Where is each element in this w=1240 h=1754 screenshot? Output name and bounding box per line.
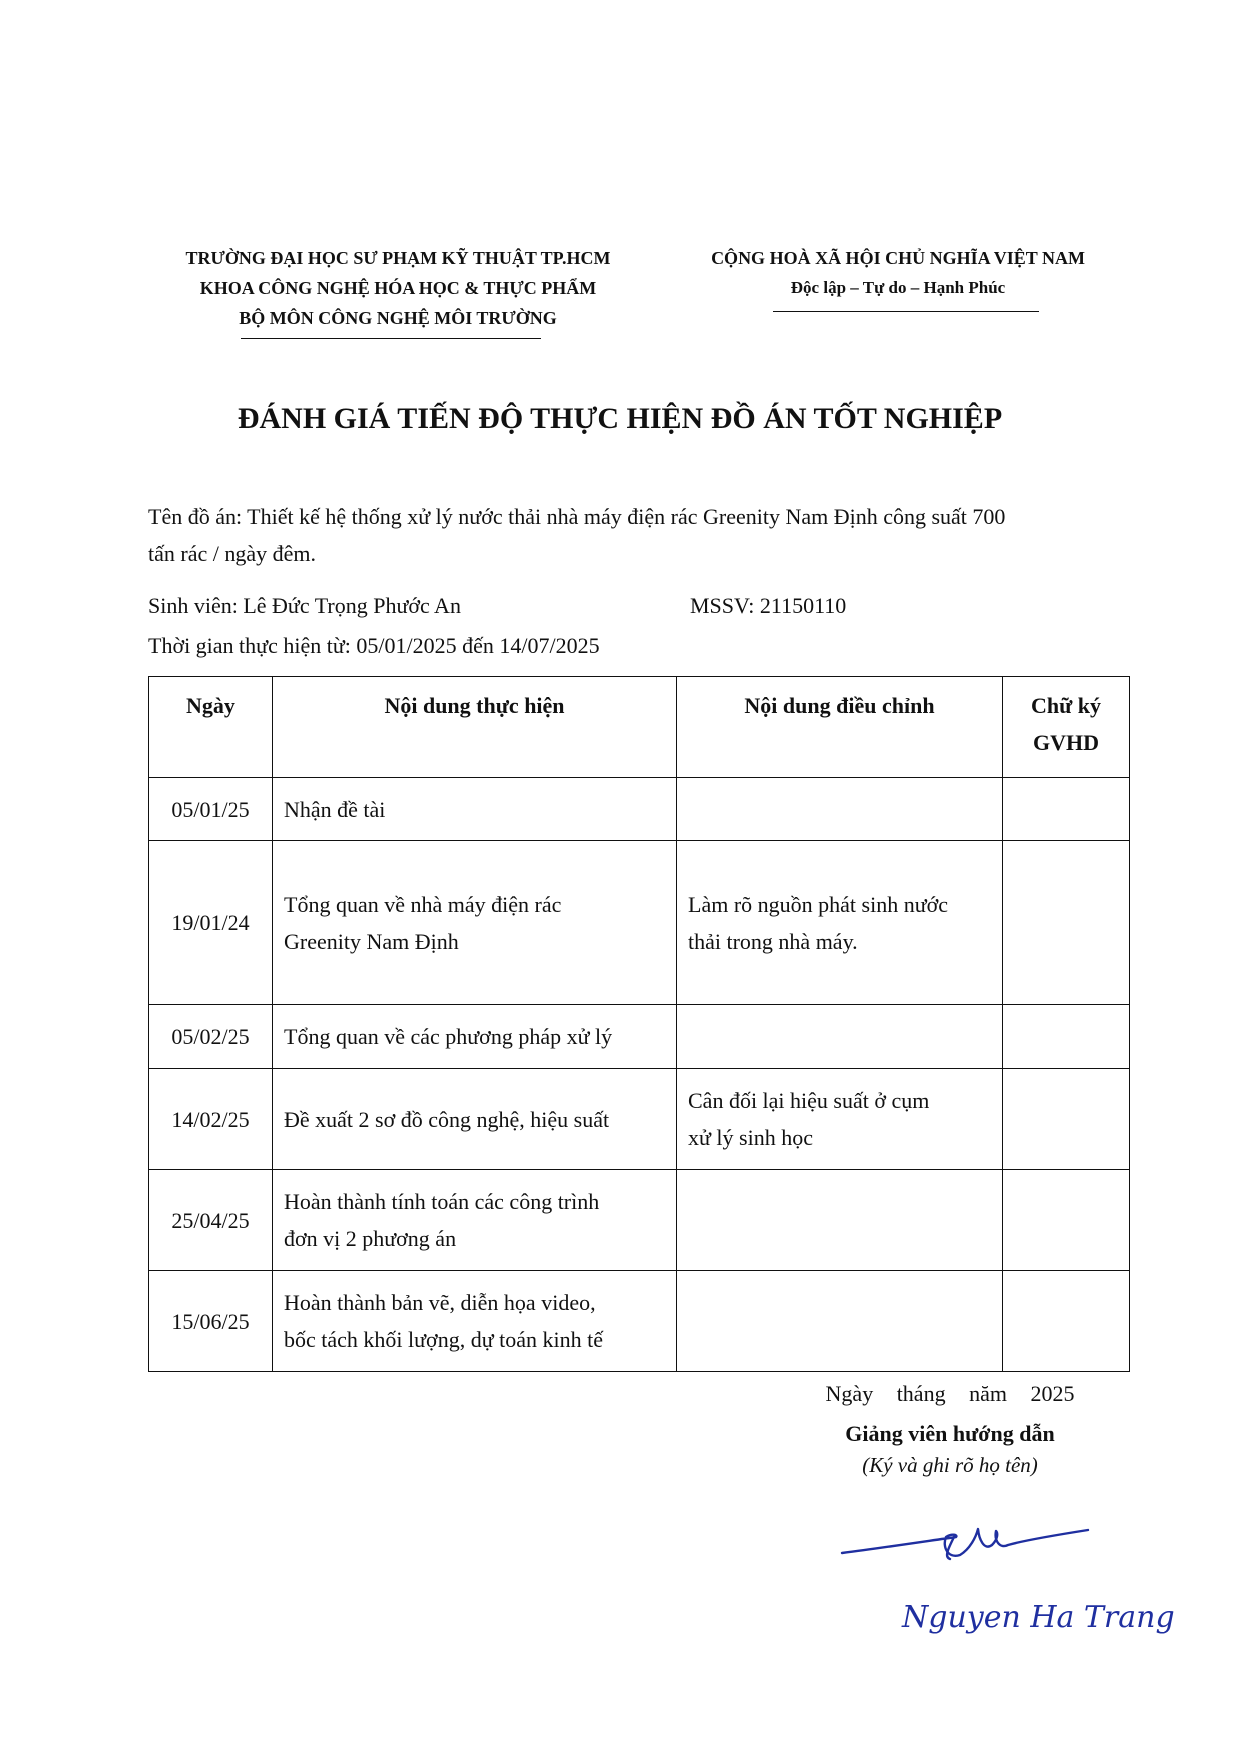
project-title-line-2: tấn rác / ngày đêm. (148, 541, 316, 566)
advisor-signature (836, 1515, 1175, 1650)
col-header-signature (1003, 677, 1130, 778)
progress-table (148, 676, 1130, 1372)
col-header-adjust: Nội dung điều chỉnh (677, 677, 1003, 778)
content-line: Greenity Nam Định (284, 928, 459, 954)
row-signature (1003, 1005, 1130, 1069)
signature-strokes (842, 1529, 1088, 1559)
col-header-content: Nội dung thực hiện (273, 677, 677, 778)
national-header (668, 243, 1128, 303)
row-content (273, 1069, 677, 1170)
adjust-line: Làm rõ nguồn phát sinh nước (688, 891, 949, 917)
row-date: 05/01/25 (149, 778, 273, 841)
row-adjust (677, 1170, 1003, 1271)
signing-note: (Ký và ghi rõ họ tên) (862, 1453, 1038, 1477)
table-row (149, 1271, 1130, 1372)
row-date: 14/02/25 (149, 1069, 273, 1170)
content-line: Tổng quan về nhà máy điện rác (284, 891, 562, 917)
row-signature (1003, 841, 1130, 1005)
national-underline (773, 311, 1039, 312)
content-line: Đề xuất 2 sơ đồ công nghệ, hiệu suất (284, 1106, 610, 1132)
row-adjust (677, 778, 1003, 841)
country-name: CỘNG HOÀ XÃ HỘI CHỦ NGHĨA VIỆT NAM (711, 248, 1085, 268)
project-title-line-1: Tên đồ án: Thiết kế hệ thống xử lý nước thải nhà máy điện rác Greenity Nam Định công suất 700 (148, 504, 1006, 529)
faculty-name: KHOA CÔNG NGHỆ HÓA HỌC & THỰC PHẨM (199, 278, 597, 298)
table-row (149, 841, 1130, 1005)
content-line: Nhận đề tài (284, 796, 386, 822)
adjust-line: xử lý sinh học (688, 1125, 813, 1150)
content-line: Hoàn thành bản vẽ, diễn họa video, (284, 1290, 596, 1315)
signature-header-line-1: Chữ ký (1030, 693, 1102, 718)
national-motto: Độc lập – Tự do – Hạnh Phúc (790, 278, 1006, 297)
signing-date: Ngày tháng năm 2025 (825, 1381, 1075, 1406)
row-adjust (677, 1271, 1003, 1372)
content-line: đơn vị 2 phương án (284, 1226, 457, 1251)
row-adjust (677, 1005, 1003, 1069)
advisor-title: Giảng viên hướng dẫn (845, 1421, 1055, 1446)
row-signature (1003, 1069, 1130, 1170)
row-signature (1003, 1170, 1130, 1271)
institution-header (140, 243, 656, 333)
table-row (149, 1005, 1130, 1069)
row-signature (1003, 1271, 1130, 1372)
table-row (149, 778, 1130, 841)
row-content (273, 778, 677, 841)
content-line: bốc tách khối lượng, dự toán kinh tế (284, 1327, 603, 1352)
institution-underline (241, 338, 541, 339)
row-date: 19/01/24 (149, 841, 273, 1005)
table-header-row (149, 677, 1130, 778)
row-date: 15/06/25 (149, 1271, 273, 1372)
row-adjust (677, 841, 1003, 1005)
table-row (149, 1069, 1130, 1170)
signature-header-line-2: GVHD (1033, 730, 1099, 755)
department-name: BỘ MÔN CÔNG NGHỆ MÔI TRƯỜNG (239, 308, 557, 328)
student-name: Sinh viên: Lê Đức Trọng Phước An (148, 593, 461, 618)
table-row (149, 1170, 1130, 1271)
row-content (273, 1170, 677, 1271)
document-title: ĐÁNH GIÁ TIẾN ĐỘ THỰC HIỆN ĐỒ ÁN TỐT NGHIỆP (237, 402, 1003, 435)
university-name: TRƯỜNG ĐẠI HỌC SƯ PHẠM KỸ THUẬT TP.HCM (185, 248, 611, 268)
row-date: 25/04/25 (149, 1170, 273, 1271)
content-line: Tổng quan về các phương pháp xử lý (284, 1024, 613, 1049)
row-signature (1003, 778, 1130, 841)
row-content (273, 1271, 677, 1372)
row-adjust (677, 1069, 1003, 1170)
content-line: Hoàn thành tính toán các công trình (284, 1189, 600, 1214)
signature-name: Nguyen Ha Trang (902, 1600, 1175, 1635)
adjust-line: Cân đối lại hiệu suất ở cụm (688, 1088, 930, 1113)
period-line: Thời gian thực hiện từ: 05/01/2025 đến 14/07/2025 (148, 633, 600, 658)
student-id: MSSV: 21150110 (690, 593, 847, 618)
row-content (273, 841, 677, 1005)
col-header-date: Ngày (149, 677, 273, 778)
row-date: 05/02/25 (149, 1005, 273, 1069)
adjust-line: thải trong nhà máy. (688, 928, 858, 954)
row-content (273, 1005, 677, 1069)
